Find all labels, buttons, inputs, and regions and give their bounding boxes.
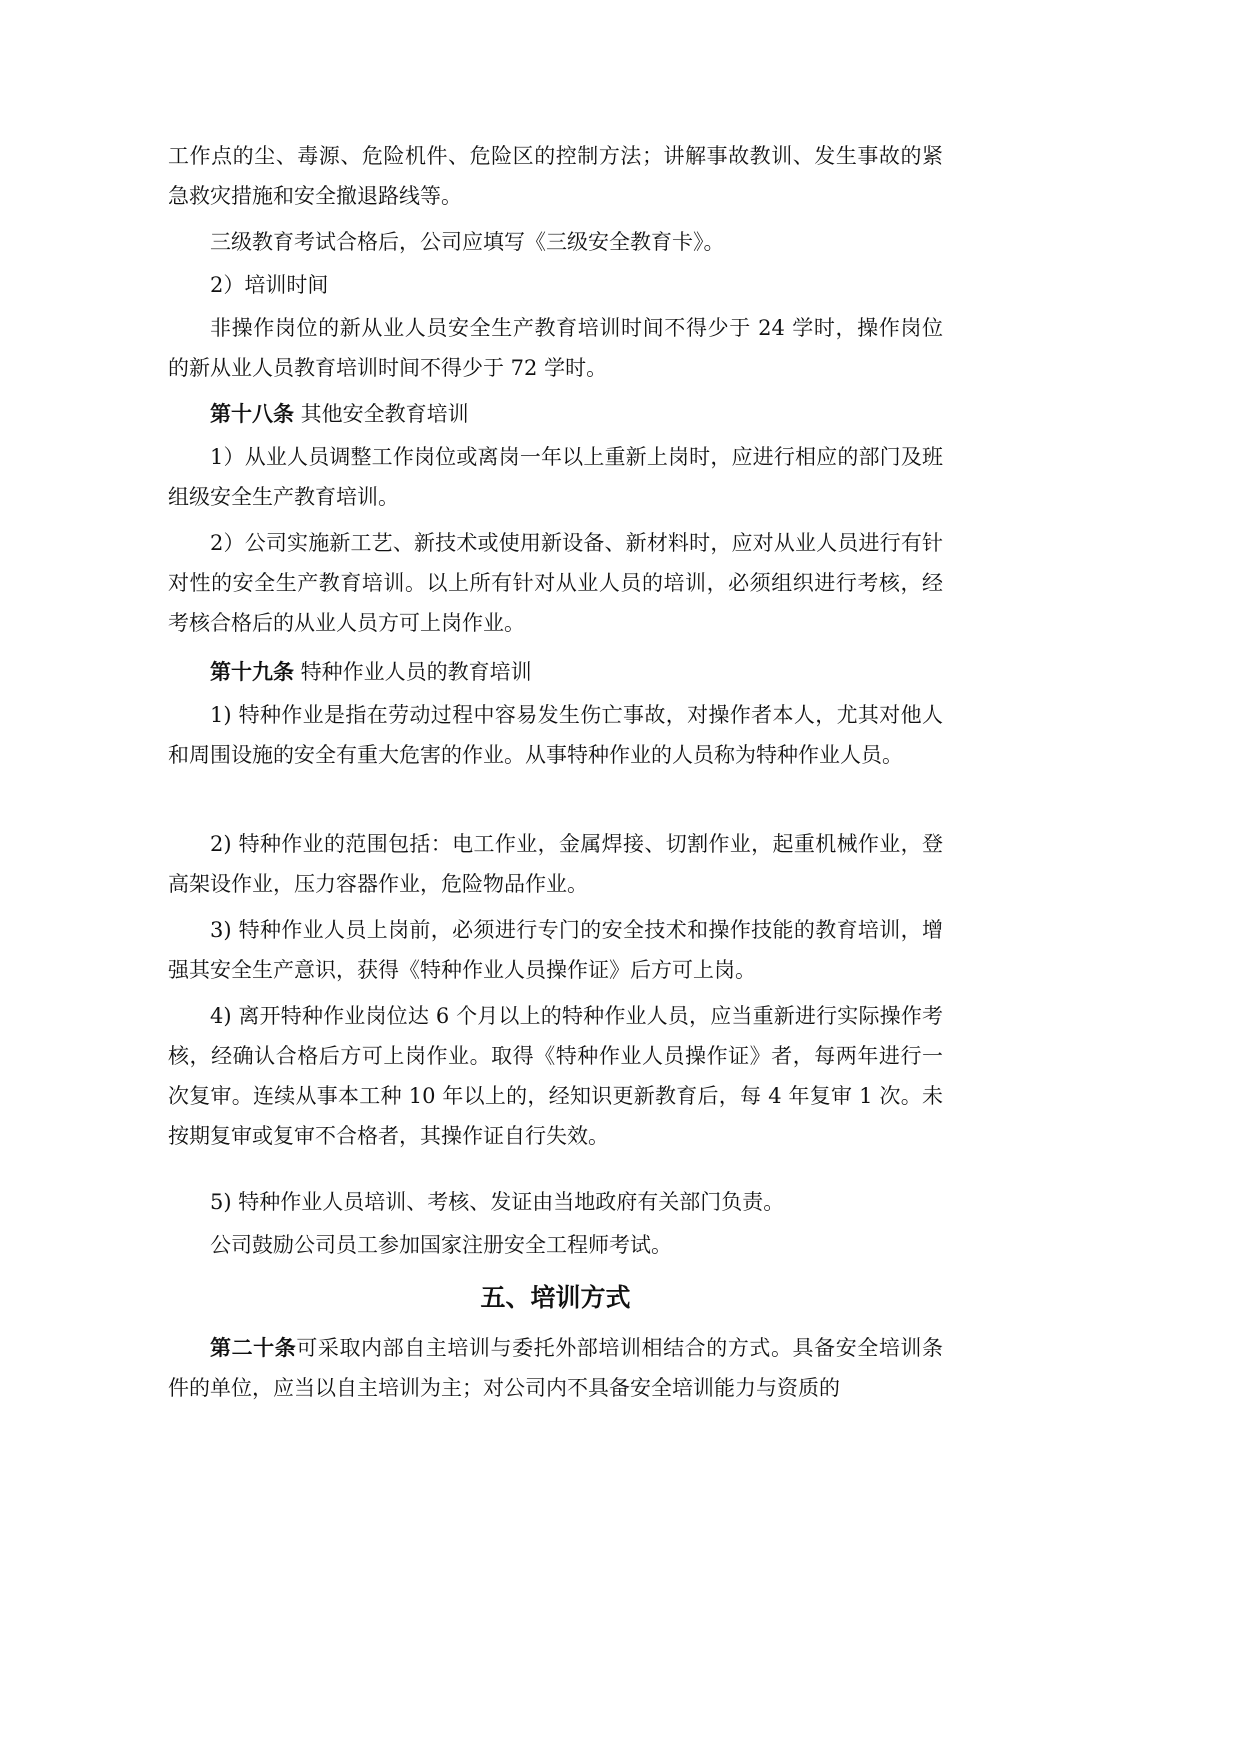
article-18-number: 第十八条: [210, 402, 294, 426]
article-19-item-3: 3) 特种作业人员上岗前，必须进行专门的安全技术和操作技能的教育培训，增强其安全生产意识，获得《特种作业人员操作证》后方可上岗。: [168, 918, 943, 982]
article-19-title: 特种作业人员的教育培训: [294, 660, 532, 684]
article-20-paragraph: [168, 1328, 943, 1408]
paragraph-encourage-exam: 公司鼓励公司员工参加国家注册安全工程师考试。: [210, 1233, 672, 1257]
paragraph-three-level-card: 三级教育考试合格后，公司应填写《三级安全教育卡》。: [210, 230, 725, 254]
article-18-title: 其他安全教育培训: [294, 402, 469, 426]
article-19-number: 第十九条: [210, 660, 294, 684]
article-18-item-2: 2）公司实施新工艺、新技术或使用新设备、新材料时，应对从业人员进行有针对性的安全生产教育培训。以上所有针对从业人员的培训，必须组织进行考核，经考核合格后的从业人员方可上岗作业。: [168, 531, 943, 635]
paragraph-training-time: 非操作岗位的新从业人员安全生产教育培训时间不得少于 24 学时，操作岗位的新从业人员教育培训时间不得少于 72 学时。: [168, 316, 943, 380]
article-20-number: 第二十条: [210, 1336, 297, 1360]
article-19-heading: [168, 652, 943, 692]
article-18-item-1: 1）从业人员调整工作岗位或离岗一年以上重新上岗时，应进行相应的部门及班组级安全生产教育培训。: [168, 445, 943, 509]
article-18-heading: [168, 394, 943, 434]
article-19-item-5: 5) 特种作业人员培训、考核、发证由当地政府有关部门负责。: [210, 1190, 785, 1214]
article-19-item-4: 4) 离开特种作业岗位达 6 个月以上的特种作业人员，应当重新进行实际操作考核，经确认合格后方可上岗作业。取得《特种作业人员操作证》者，每两年进行一次复审。连续从事本工种 10 年以上的，经知识更新教育后，每 4 年复审 1 次。未按期复审或复审不合格者，其操作证自行失效。: [168, 1004, 943, 1148]
training-time-label: 2）培训时间: [210, 273, 329, 297]
article-19-item-2: 2) 特种作业的范围包括：电工作业，金属焊接、切割作业，起重机械作业，登高架设作业，压力容器作业，危险物品作业。: [168, 832, 943, 896]
article-19-item-1: 1) 特种作业是指在劳动过程中容易发生伤亡事故，对操作者本人，尤其对他人和周围设施的安全有重大危害的作业。从事特种作业的人员称为特种作业人员。: [168, 703, 943, 767]
paragraph-continuation: 工作点的尘、毒源、危险机件、危险区的控制方法；讲解事故教训、发生事故的紧急救灾措施和安全撤退路线等。: [168, 144, 943, 208]
article-20-text: 可采取内部自主培训与委托外部培训相结合的方式。具备安全培训条件的单位，应当以自主培训为主；对公司内不具备安全培训能力与资质的: [168, 1336, 944, 1400]
section-5-heading: 五、培训方式: [480, 1283, 631, 1312]
